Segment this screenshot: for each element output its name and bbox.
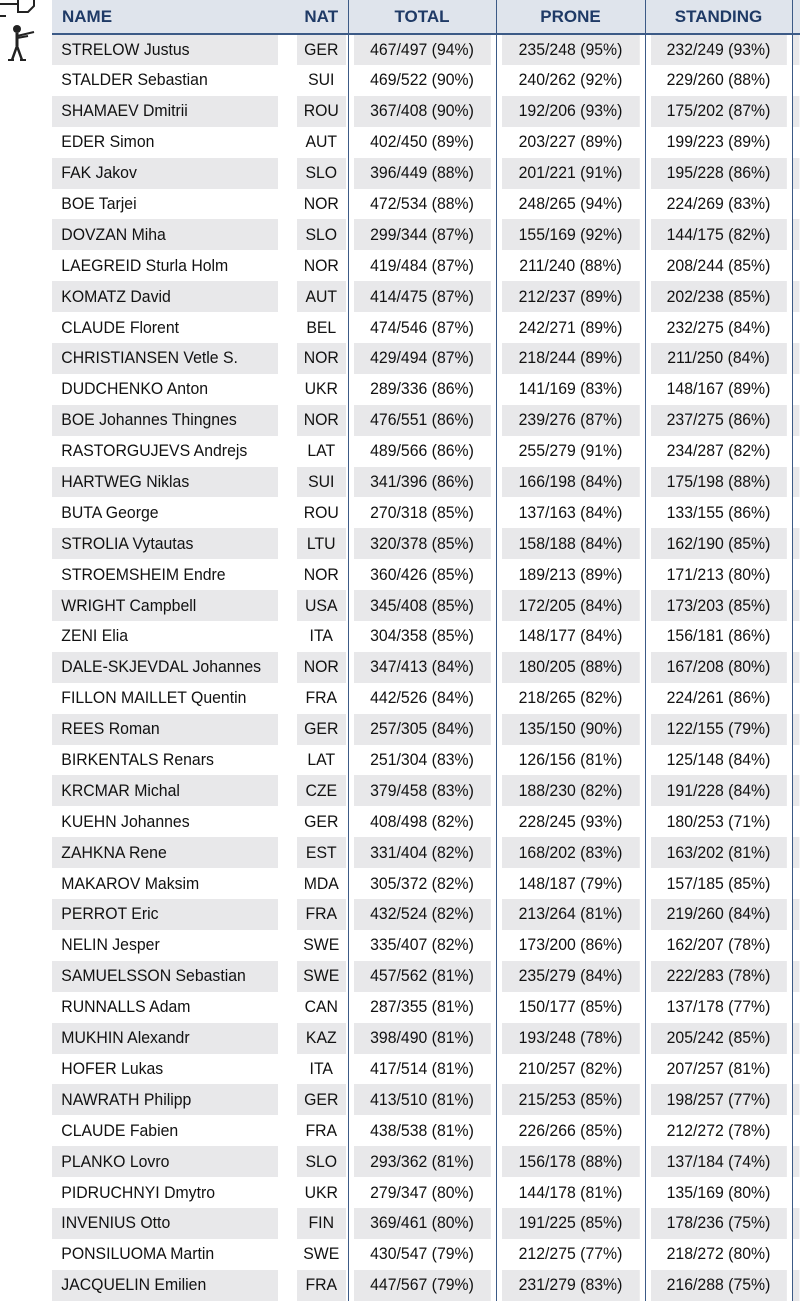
prone-hits: 189/213 (89%) xyxy=(501,559,640,590)
table-row xyxy=(52,436,800,467)
header-total: TOTAL xyxy=(348,0,496,34)
total-hits: 304/358 (85%) xyxy=(353,621,491,652)
total-hits: 257/305 (84%) xyxy=(353,714,491,745)
standing-hits: 162/190 (85%) xyxy=(650,528,787,559)
standing-hits: 173/203 (85%) xyxy=(650,590,787,621)
athlete-name: DUDCHENKO Anton xyxy=(52,374,278,405)
prone-hits: 235/248 (95%) xyxy=(501,34,640,65)
nation-code: ROU xyxy=(297,96,346,127)
nation-code: SLO xyxy=(297,1146,346,1177)
standing-hits: 232/275 (84%) xyxy=(650,312,787,343)
extra-column-cell xyxy=(792,374,799,405)
prone-hits: 212/275 (77%) xyxy=(501,1239,640,1270)
standing-hits: 167/208 (80%) xyxy=(650,652,787,683)
prone-hits: 203/227 (89%) xyxy=(501,127,640,158)
total-hits: 287/355 (81%) xyxy=(353,992,491,1023)
table-row xyxy=(52,1239,800,1270)
prone-hits: 188/230 (82%) xyxy=(501,775,640,806)
total-hits: 341/396 (86%) xyxy=(353,467,491,498)
athlete-name: SAMUELSSON Sebastian xyxy=(52,961,278,992)
prone-hits: 235/279 (84%) xyxy=(501,961,640,992)
table-row xyxy=(52,405,800,436)
athlete-name: ZENI Elia xyxy=(52,621,278,652)
standing-hits: 144/175 (82%) xyxy=(650,219,787,250)
total-hits: 442/526 (84%) xyxy=(353,683,491,714)
standing-hits: 162/207 (78%) xyxy=(650,930,787,961)
standing-hits: 198/257 (77%) xyxy=(650,1084,787,1115)
table-row xyxy=(52,1208,800,1239)
total-hits: 438/538 (81%) xyxy=(353,1115,491,1146)
athlete-name: STROEMSHEIM Endre xyxy=(52,559,278,590)
extra-column-cell xyxy=(792,312,799,343)
standing-hits: 208/244 (85%) xyxy=(650,250,787,281)
athlete-name: BUTA George xyxy=(52,497,278,528)
standing-hits: 218/272 (80%) xyxy=(650,1239,787,1270)
extra-column-cell xyxy=(792,1146,799,1177)
total-hits: 279/347 (80%) xyxy=(353,1177,491,1208)
nation-code: GER xyxy=(297,806,346,837)
athlete-name: PERROT Eric xyxy=(52,899,278,930)
extra-column-cell xyxy=(792,528,799,559)
table-row xyxy=(52,467,800,498)
prone-hits: 172/205 (84%) xyxy=(501,590,640,621)
athlete-name: FILLON MAILLET Quentin xyxy=(52,683,278,714)
table-row xyxy=(52,714,800,745)
total-hits: 447/567 (79%) xyxy=(353,1270,491,1301)
table-row xyxy=(52,590,800,621)
athlete-name: ZAHKNA Rene xyxy=(52,837,278,868)
prone-hits: 239/276 (87%) xyxy=(501,405,640,436)
athlete-name: REES Roman xyxy=(52,714,278,745)
extra-column-cell xyxy=(792,590,799,621)
total-hits: 467/497 (94%) xyxy=(353,34,491,65)
extra-column-cell xyxy=(792,189,799,220)
nation-code: SUI xyxy=(297,467,346,498)
table-row xyxy=(52,1023,800,1054)
nation-code: ITA xyxy=(297,1054,346,1085)
table-row xyxy=(52,34,800,65)
table-row xyxy=(52,528,800,559)
nation-code: SLO xyxy=(297,158,346,189)
nation-code: BEL xyxy=(297,312,346,343)
table-row xyxy=(52,992,800,1023)
athlete-name: MAKAROV Maksim xyxy=(52,868,278,899)
athlete-name: NELIN Jesper xyxy=(52,930,278,961)
nation-code: SUI xyxy=(297,65,346,96)
standing-hits: 137/178 (77%) xyxy=(650,992,787,1023)
prone-hits: 242/271 (89%) xyxy=(501,312,640,343)
total-hits: 305/372 (82%) xyxy=(353,868,491,899)
prone-hits: 226/266 (85%) xyxy=(501,1115,640,1146)
header-row xyxy=(52,0,800,34)
nation-code: GER xyxy=(297,714,346,745)
table-row xyxy=(52,343,800,374)
total-hits: 367/408 (90%) xyxy=(353,96,491,127)
nation-code: AUT xyxy=(297,127,346,158)
athlete-name: MUKHIN Alexandr xyxy=(52,1023,278,1054)
standing-hits: 156/181 (86%) xyxy=(650,621,787,652)
table-row xyxy=(52,868,800,899)
table-row xyxy=(52,559,800,590)
nation-code: AUT xyxy=(297,281,346,312)
header-standing: STANDING xyxy=(645,0,792,34)
athlete-name: BIRKENTALS Renars xyxy=(52,745,278,776)
athlete-name: KOMATZ David xyxy=(52,281,278,312)
standing-hits: 237/275 (86%) xyxy=(650,405,787,436)
standing-hits: 148/167 (89%) xyxy=(650,374,787,405)
extra-column-cell xyxy=(792,683,799,714)
athlete-name: PIDRUCHNYI Dmytro xyxy=(52,1177,278,1208)
table-row xyxy=(52,1146,800,1177)
prone-hits: 168/202 (83%) xyxy=(501,837,640,868)
table-row xyxy=(52,189,800,220)
nation-code: FRA xyxy=(297,1270,346,1301)
prone-hits: 148/187 (79%) xyxy=(501,868,640,899)
table-row xyxy=(52,127,800,158)
nation-code: NOR xyxy=(297,652,346,683)
standing-hits: 180/253 (71%) xyxy=(650,806,787,837)
total-hits: 293/362 (81%) xyxy=(353,1146,491,1177)
table-row xyxy=(52,837,800,868)
standing-hits: 207/257 (81%) xyxy=(650,1054,787,1085)
athlete-name: DALE-SKJEVDAL Johannes xyxy=(52,652,278,683)
athlete-name: FAK Jakov xyxy=(52,158,278,189)
nation-code: UKR xyxy=(297,1177,346,1208)
prone-hits: 210/257 (82%) xyxy=(501,1054,640,1085)
athlete-name: STALDER Sebastian xyxy=(52,65,278,96)
standing-hits: 224/261 (86%) xyxy=(650,683,787,714)
total-hits: 360/426 (85%) xyxy=(353,559,491,590)
total-hits: 413/510 (81%) xyxy=(353,1084,491,1115)
athlete-name: KRCMAR Michal xyxy=(52,775,278,806)
shooting-stats-table-wrapper xyxy=(52,0,800,1301)
total-hits: 417/514 (81%) xyxy=(353,1054,491,1085)
prone-hits: 213/264 (81%) xyxy=(501,899,640,930)
nation-code: KAZ xyxy=(297,1023,346,1054)
total-hits: 489/566 (86%) xyxy=(353,436,491,467)
prone-hits: 166/198 (84%) xyxy=(501,467,640,498)
total-hits: 331/404 (82%) xyxy=(353,837,491,868)
extra-column-cell xyxy=(792,992,799,1023)
header-prone: PRONE xyxy=(496,0,645,34)
extra-column-cell xyxy=(792,467,799,498)
table-row xyxy=(52,683,800,714)
table-row xyxy=(52,158,800,189)
athlete-name: STRELOW Justus xyxy=(52,34,278,65)
extra-column-cell xyxy=(792,497,799,528)
header-extra xyxy=(792,0,800,34)
nation-code: LAT xyxy=(297,436,346,467)
athlete-name: DOVZAN Miha xyxy=(52,219,278,250)
standing-hits: 163/202 (81%) xyxy=(650,837,787,868)
extra-column-cell xyxy=(792,899,799,930)
athlete-name: CLAUDE Fabien xyxy=(52,1115,278,1146)
prone-hits: 218/265 (82%) xyxy=(501,683,640,714)
standing-hits: 211/250 (84%) xyxy=(650,343,787,374)
header-nat: NAT xyxy=(295,0,348,34)
nation-code: USA xyxy=(297,590,346,621)
total-hits: 419/484 (87%) xyxy=(353,250,491,281)
standing-hits: 191/228 (84%) xyxy=(650,775,787,806)
prone-hits: 201/221 (91%) xyxy=(501,158,640,189)
athlete-name: PLANKO Lovro xyxy=(52,1146,278,1177)
extra-column-cell xyxy=(792,1054,799,1085)
extra-column-cell xyxy=(792,775,799,806)
total-hits: 474/546 (87%) xyxy=(353,312,491,343)
total-hits: 289/336 (86%) xyxy=(353,374,491,405)
prone-hits: 248/265 (94%) xyxy=(501,189,640,220)
table-row xyxy=(52,621,800,652)
nation-code: CZE xyxy=(297,775,346,806)
standing-hits: 232/249 (93%) xyxy=(650,34,787,65)
nation-code: FRA xyxy=(297,683,346,714)
extra-column-cell xyxy=(792,930,799,961)
shooting-stats-table xyxy=(52,0,800,1301)
standing-hits: 202/238 (85%) xyxy=(650,281,787,312)
prone-hits: 158/188 (84%) xyxy=(501,528,640,559)
table-row xyxy=(52,806,800,837)
nation-code: MDA xyxy=(297,868,346,899)
partial-biathlon-icon xyxy=(0,0,40,22)
extra-column-cell xyxy=(792,745,799,776)
total-hits: 369/461 (80%) xyxy=(353,1208,491,1239)
total-hits: 414/475 (87%) xyxy=(353,281,491,312)
extra-column-cell xyxy=(792,127,799,158)
athlete-name: LAEGREID Sturla Holm xyxy=(52,250,278,281)
prone-hits: 137/163 (84%) xyxy=(501,497,640,528)
nation-code: NOR xyxy=(297,559,346,590)
prone-hits: 148/177 (84%) xyxy=(501,621,640,652)
total-hits: 320/378 (85%) xyxy=(353,528,491,559)
standing-hits: 205/242 (85%) xyxy=(650,1023,787,1054)
standing-hits: 212/272 (78%) xyxy=(650,1115,787,1146)
table-row xyxy=(52,312,800,343)
prone-hits: 215/253 (85%) xyxy=(501,1084,640,1115)
nation-code: ROU xyxy=(297,497,346,528)
table-row xyxy=(52,775,800,806)
total-hits: 472/534 (88%) xyxy=(353,189,491,220)
nation-code: NOR xyxy=(297,250,346,281)
total-hits: 402/450 (89%) xyxy=(353,127,491,158)
table-row xyxy=(52,745,800,776)
athlete-name: RASTORGUJEVS Andrejs xyxy=(52,436,278,467)
total-hits: 429/494 (87%) xyxy=(353,343,491,374)
table-row xyxy=(52,899,800,930)
header-name: NAME xyxy=(52,0,295,34)
table-row xyxy=(52,1084,800,1115)
standing-hits: 224/269 (83%) xyxy=(650,189,787,220)
table-row xyxy=(52,930,800,961)
athlete-name: NAWRATH Philipp xyxy=(52,1084,278,1115)
extra-column-cell xyxy=(792,96,799,127)
standing-hits: 216/288 (75%) xyxy=(650,1270,787,1301)
nation-code: UKR xyxy=(297,374,346,405)
prone-hits: 255/279 (91%) xyxy=(501,436,640,467)
standing-hits: 137/184 (74%) xyxy=(650,1146,787,1177)
total-hits: 335/407 (82%) xyxy=(353,930,491,961)
table-row xyxy=(52,65,800,96)
extra-column-cell xyxy=(792,1115,799,1146)
nation-code: FIN xyxy=(297,1208,346,1239)
nation-code: EST xyxy=(297,837,346,868)
extra-column-cell xyxy=(792,1084,799,1115)
extra-column-cell xyxy=(792,158,799,189)
extra-column-cell xyxy=(792,559,799,590)
athlete-name: JACQUELIN Emilien xyxy=(52,1270,278,1301)
standing-hits: 171/213 (80%) xyxy=(650,559,787,590)
prone-hits: 191/225 (85%) xyxy=(501,1208,640,1239)
total-hits: 270/318 (85%) xyxy=(353,497,491,528)
prone-hits: 141/169 (83%) xyxy=(501,374,640,405)
total-hits: 396/449 (88%) xyxy=(353,158,491,189)
athlete-name: RUNNALLS Adam xyxy=(52,992,278,1023)
standing-hits: 234/287 (82%) xyxy=(650,436,787,467)
standing-hits: 178/236 (75%) xyxy=(650,1208,787,1239)
total-hits: 345/408 (85%) xyxy=(353,590,491,621)
extra-column-cell xyxy=(792,837,799,868)
nation-code: CAN xyxy=(297,992,346,1023)
extra-column-cell xyxy=(792,405,799,436)
table-row xyxy=(52,374,800,405)
prone-hits: 211/240 (88%) xyxy=(501,250,640,281)
athlete-name: BOE Johannes Thingnes xyxy=(52,405,278,436)
nation-code: FRA xyxy=(297,1115,346,1146)
prone-hits: 155/169 (92%) xyxy=(501,219,640,250)
prone-hits: 193/248 (78%) xyxy=(501,1023,640,1054)
total-hits: 408/498 (82%) xyxy=(353,806,491,837)
table-row xyxy=(52,961,800,992)
side-icons xyxy=(0,0,50,70)
standing-hits: 125/148 (84%) xyxy=(650,745,787,776)
standing-hits: 157/185 (85%) xyxy=(650,868,787,899)
athlete-name: CLAUDE Florent xyxy=(52,312,278,343)
athlete-name: EDER Simon xyxy=(52,127,278,158)
table-row xyxy=(52,1054,800,1085)
extra-column-cell xyxy=(792,652,799,683)
table-row xyxy=(52,1270,800,1301)
standing-hits: 175/202 (87%) xyxy=(650,96,787,127)
table-row xyxy=(52,281,800,312)
prone-hits: 192/206 (93%) xyxy=(501,96,640,127)
table-row xyxy=(52,219,800,250)
total-hits: 299/344 (87%) xyxy=(353,219,491,250)
total-hits: 430/547 (79%) xyxy=(353,1239,491,1270)
prone-hits: 240/262 (92%) xyxy=(501,65,640,96)
total-hits: 469/522 (90%) xyxy=(353,65,491,96)
total-hits: 432/524 (82%) xyxy=(353,899,491,930)
athlete-name: BOE Tarjei xyxy=(52,189,278,220)
nation-code: NOR xyxy=(297,189,346,220)
biathlete-shooting-icon xyxy=(0,24,40,64)
prone-hits: 135/150 (90%) xyxy=(501,714,640,745)
nation-code: LAT xyxy=(297,745,346,776)
nation-code: SWE xyxy=(297,1239,346,1270)
standing-hits: 229/260 (88%) xyxy=(650,65,787,96)
nation-code: SLO xyxy=(297,219,346,250)
extra-column-cell xyxy=(792,65,799,96)
standing-hits: 199/223 (89%) xyxy=(650,127,787,158)
total-hits: 379/458 (83%) xyxy=(353,775,491,806)
extra-column-cell xyxy=(792,1208,799,1239)
nation-code: LTU xyxy=(297,528,346,559)
total-hits: 457/562 (81%) xyxy=(353,961,491,992)
athlete-name: INVENIUS Otto xyxy=(52,1208,278,1239)
standing-hits: 133/155 (86%) xyxy=(650,497,787,528)
extra-column-cell xyxy=(792,281,799,312)
prone-hits: 218/244 (89%) xyxy=(501,343,640,374)
extra-column-cell xyxy=(792,1177,799,1208)
prone-hits: 212/237 (89%) xyxy=(501,281,640,312)
nation-code: FRA xyxy=(297,899,346,930)
athlete-name: HOFER Lukas xyxy=(52,1054,278,1085)
standing-hits: 219/260 (84%) xyxy=(650,899,787,930)
extra-column-cell xyxy=(792,621,799,652)
extra-column-cell xyxy=(792,806,799,837)
table-row xyxy=(52,1177,800,1208)
nation-code: GER xyxy=(297,1084,346,1115)
nation-code: NOR xyxy=(297,405,346,436)
extra-column-cell xyxy=(792,250,799,281)
prone-hits: 126/156 (81%) xyxy=(501,745,640,776)
extra-column-cell xyxy=(792,219,799,250)
prone-hits: 231/279 (83%) xyxy=(501,1270,640,1301)
nation-code: NOR xyxy=(297,343,346,374)
nation-code: SWE xyxy=(297,961,346,992)
extra-column-cell xyxy=(792,714,799,745)
table-row xyxy=(52,250,800,281)
total-hits: 398/490 (81%) xyxy=(353,1023,491,1054)
athlete-name: HARTWEG Niklas xyxy=(52,467,278,498)
athlete-name: KUEHN Johannes xyxy=(52,806,278,837)
extra-column-cell xyxy=(792,1270,799,1301)
nation-code: ITA xyxy=(297,621,346,652)
athlete-name: PONSILUOMA Martin xyxy=(52,1239,278,1270)
prone-hits: 150/177 (85%) xyxy=(501,992,640,1023)
athlete-name: CHRISTIANSEN Vetle S. xyxy=(52,343,278,374)
standing-hits: 195/228 (86%) xyxy=(650,158,787,189)
nation-code: GER xyxy=(297,34,346,65)
table-row xyxy=(52,1115,800,1146)
athlete-name: STROLIA Vytautas xyxy=(52,528,278,559)
athlete-name: SHAMAEV Dmitrii xyxy=(52,96,278,127)
standing-hits: 175/198 (88%) xyxy=(650,467,787,498)
standing-hits: 122/155 (79%) xyxy=(650,714,787,745)
prone-hits: 156/178 (88%) xyxy=(501,1146,640,1177)
total-hits: 476/551 (86%) xyxy=(353,405,491,436)
extra-column-cell xyxy=(792,34,799,65)
extra-column-cell xyxy=(792,436,799,467)
prone-hits: 144/178 (81%) xyxy=(501,1177,640,1208)
standing-hits: 222/283 (78%) xyxy=(650,961,787,992)
extra-column-cell xyxy=(792,1023,799,1054)
prone-hits: 180/205 (88%) xyxy=(501,652,640,683)
nation-code: SWE xyxy=(297,930,346,961)
extra-column-cell xyxy=(792,1239,799,1270)
prone-hits: 228/245 (93%) xyxy=(501,806,640,837)
extra-column-cell xyxy=(792,343,799,374)
extra-column-cell xyxy=(792,961,799,992)
extra-column-cell xyxy=(792,868,799,899)
standing-hits: 135/169 (80%) xyxy=(650,1177,787,1208)
table-row xyxy=(52,497,800,528)
athlete-name: WRIGHT Campbell xyxy=(52,590,278,621)
prone-hits: 173/200 (86%) xyxy=(501,930,640,961)
table-row xyxy=(52,652,800,683)
table-row xyxy=(52,96,800,127)
total-hits: 251/304 (83%) xyxy=(353,745,491,776)
total-hits: 347/413 (84%) xyxy=(353,652,491,683)
